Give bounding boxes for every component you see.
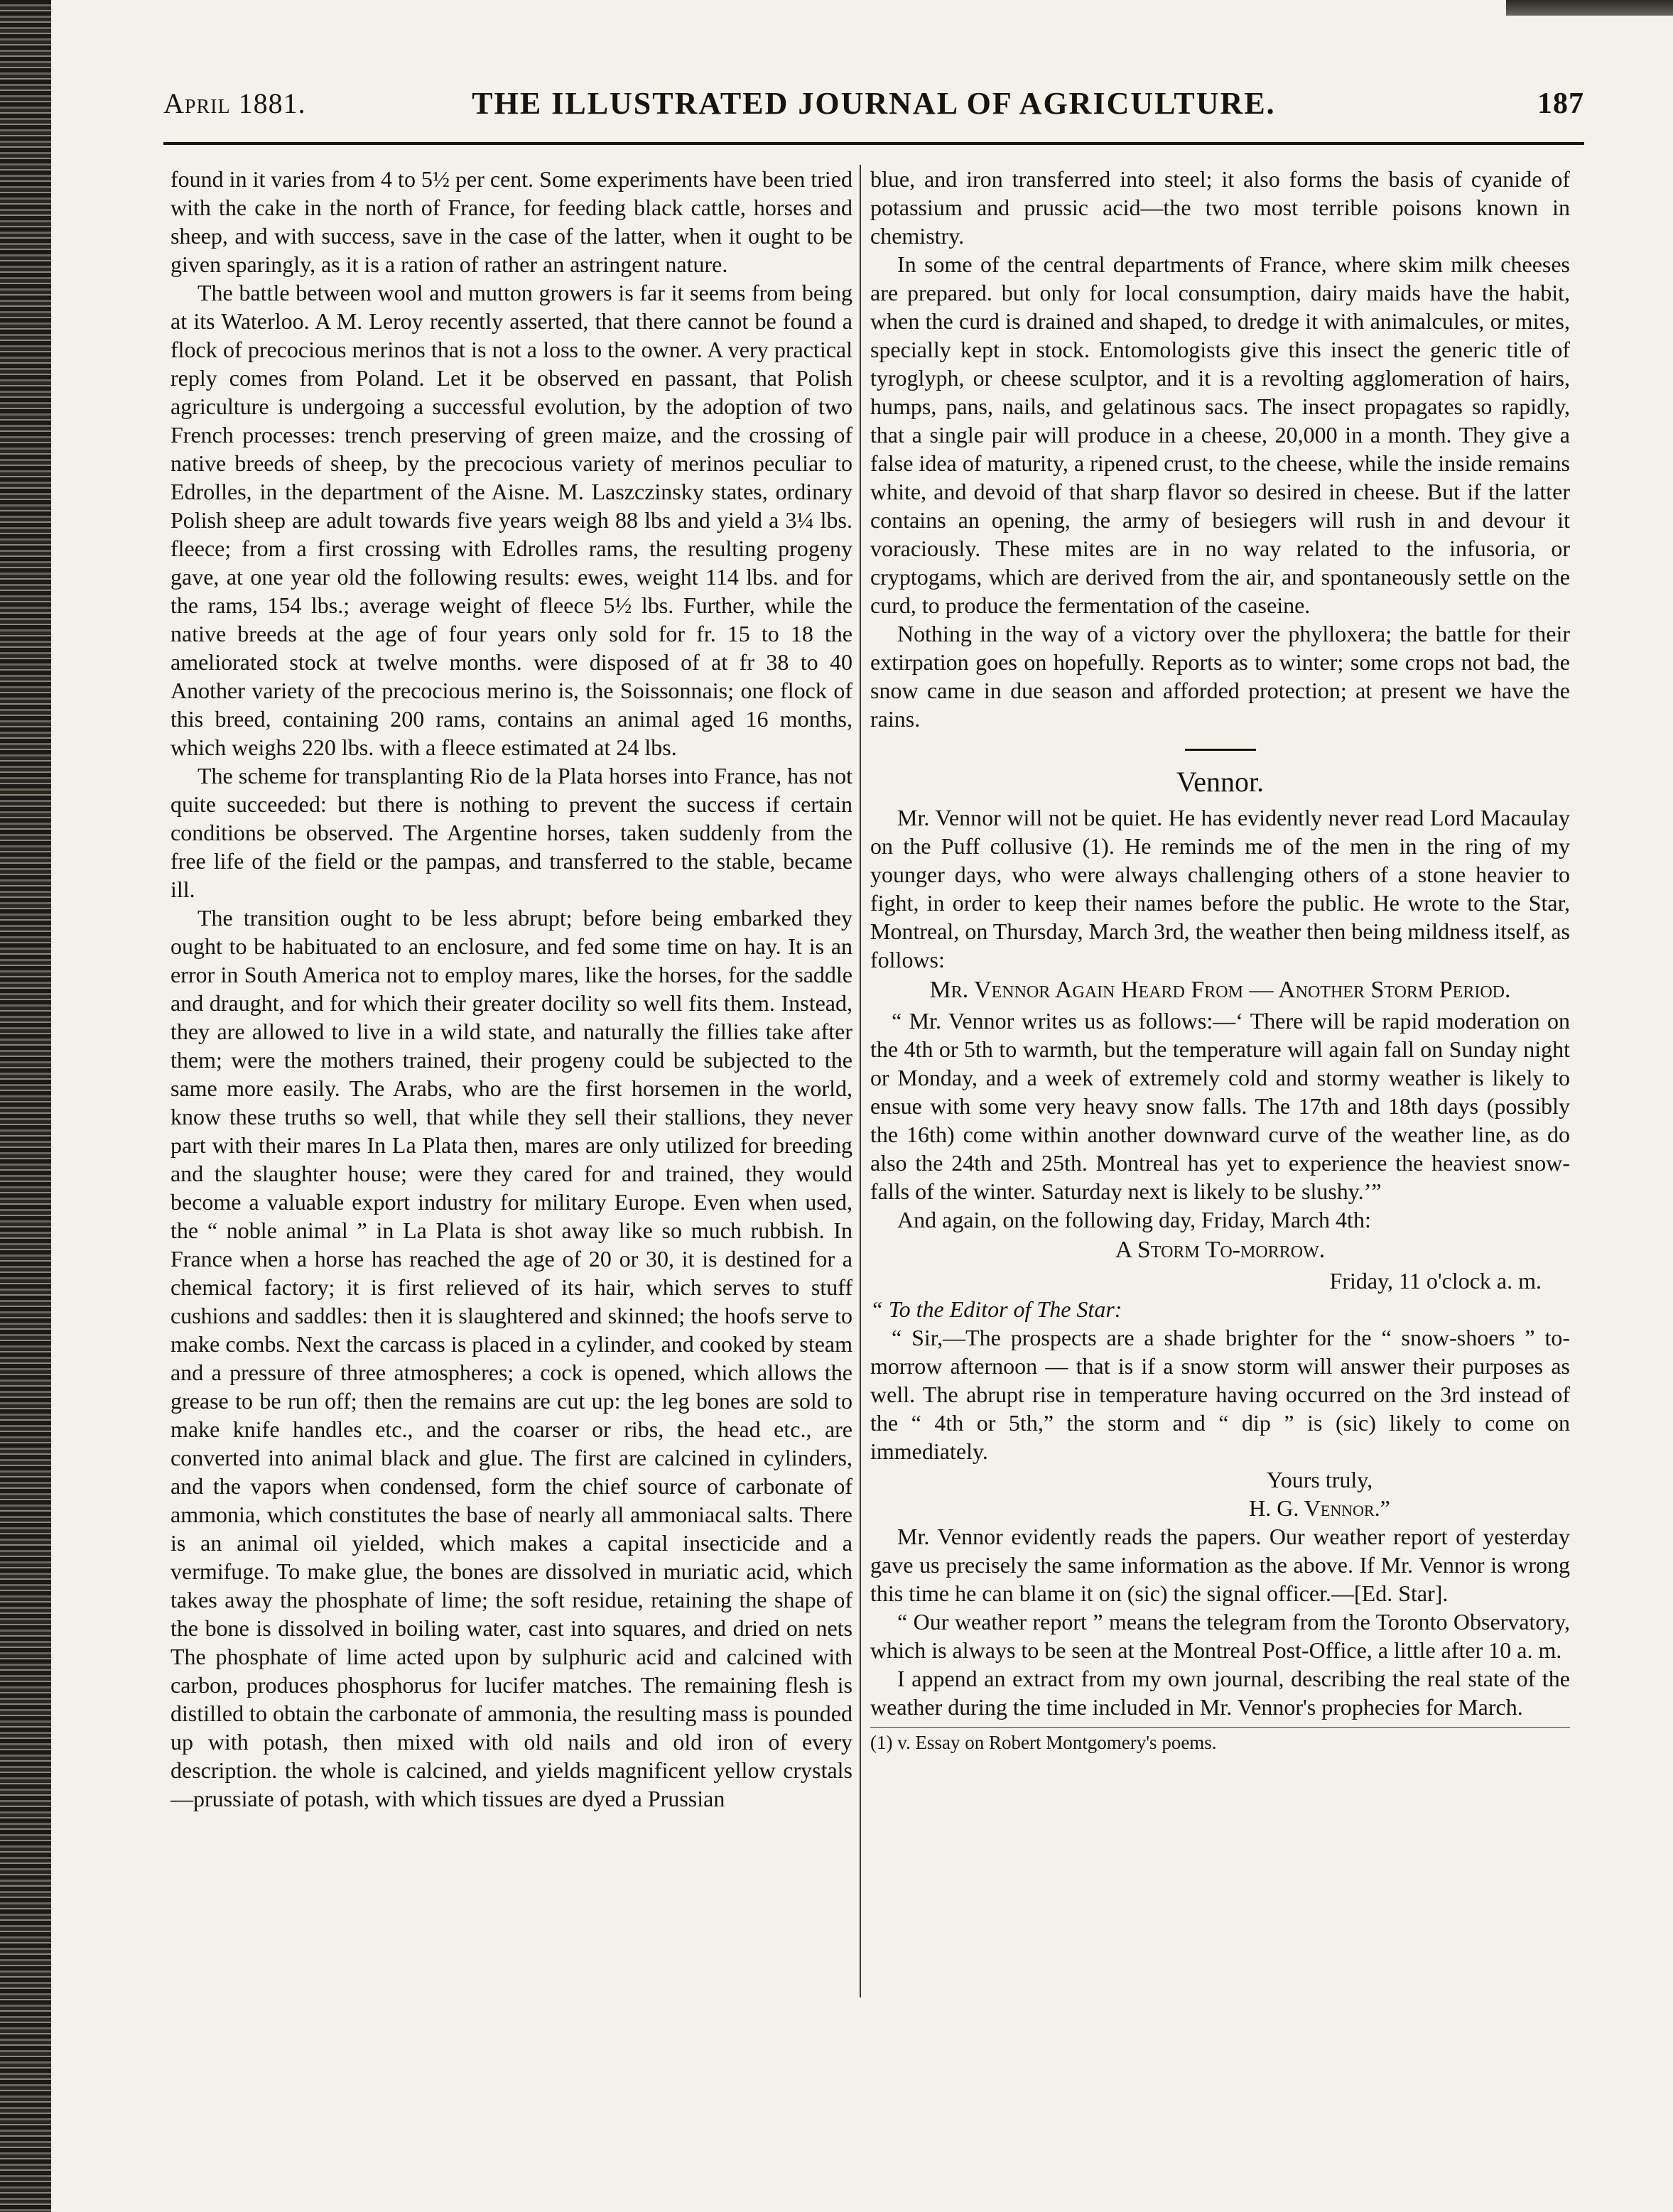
salutation: “ To the Editor of The Star: <box>870 1296 1122 1322</box>
paragraph: Nothing in the way of a victory over the phylloxera; the battle for their extirpation goes on hopefully. Reports as to winter; some crops not bad, the snow came in due season and afforded protection; at present we have the rains. <box>870 621 1570 732</box>
paragraph: “ Our weather report ” means the telegram from the Toronto Observatory, which is always to be seen at the Montreal Post-Office, a little after 10 a. m. <box>870 1609 1570 1663</box>
paragraph: The transition ought to be less abrupt; before being embarked they ought to be habituated to an enclosure, and fed some time on hay. It is an error in South America not to employ mares, like the horses, for the saddle and draught, and for which their greater docility so well fits them. Instead, they are allowed to live in a wild state, and naturally the fillies take after them; were the mothers trained, their progeny could be subjected to the same more easily. The Arabs, who are the first horsemen in the world, know these truths so well, that while they sell their stallions, they never part with their mares In La Plata then, mares are only utilized for breeding and the slaughter house; were they cared for and trained, they would become a valuable export industry for military Europe. Even when used, the “ noble animal ” in La Plata is shot away like so much rubbish. In France when a horse has reached the age of 20 or 30, it is destined for a chemical factory; it is first relieved of its hair, which serves to stuff cushions and saddles: then it is slaughtered and skinned; the hoofs serve to make combs. Next the carcass is placed in a cylinder, and cooked by steam and a pressure of three atmospheres; a cock is opened, which allows the grease to be run off; then the remains are cut up: the leg bones are sold to make knife handles etc., and the coarser or ribs, the head etc., are converted into animal black and glue. The first are calcined in cylinders, and the vapors when condensed, form the chief source of carbonate of ammonia, which constitutes the base of nearly all ammoniacal salts. There is an animal oil yielded, which makes a capital insecticide and a vermifuge. To make glue, the bones are dissolved in muriatic acid, which takes away the phosphate of lime; the soft residue, retaining the shape of the bone is dissolved in boiling water, cast into squares, and dried on nets The phosphate of lime acted upon by sulphuric acid and calcined with carbon, produces phosphorus for lucifer matches. The remaining flesh is distilled to obtain the carbonate of ammonia, the resulting mass is pounded up with potash, then mixed with old nails and old iron of every description. the whole is calcined, and yields magnificent yellow crystals—prussiate of potash, with which tissues are dyed a Prussian <box>170 905 852 1811</box>
page-number: 187 <box>1537 87 1584 120</box>
dateline: Friday, 11 o'clock a. m. <box>1329 1268 1542 1294</box>
binding-edge <box>0 0 51 2212</box>
paragraph: found in it varies from 4 to 5½ per cent. Some experiments have been tried with the cake in the north of France, for feeding black cattle, horses and sheep, and with success, save in the case of the latter, when it ought to be given sparingly, as it is a ration of rather an astringent nature. <box>170 166 852 277</box>
signoff <box>1069 1465 1570 1522</box>
issue-date: April 1881. <box>163 87 306 119</box>
closing: Yours truly, <box>1266 1467 1373 1492</box>
paragraph: Mr. Vennor evidently reads the papers. Our weather report of yesterday gave us precisely the same information as the above. If Mr. Vennor is wrong this time he can blame it on (sic) the signal officer.—[Ed. Star]. <box>870 1524 1570 1606</box>
header-rule <box>163 142 1584 145</box>
paragraph: The scheme for transplanting Rio de la Plata horses into France, has not quite succeeded: but there is nothing to prevent the success if certain conditions be observed. The Argentine horses, taken suddenly from the free life of the field or the pampas, and transferred to the stable, became ill. <box>170 763 852 902</box>
journal-title: THE ILLUSTRATED JOURNAL OF AGRICULTURE. <box>472 86 1276 121</box>
paragraph: And again, on the following day, Friday, March 4th: <box>897 1207 1371 1232</box>
paragraph: The battle between wool and mutton growers is far it seems from being at its Waterloo. A M. Leroy recently asserted, that there cannot be found a flock of precocious merinos that is not a loss to the owner. A very practical reply comes from Poland. Let it be observed en passant, that Polish agriculture is undergoing a successful evolution, by the adoption of two French processes: trench preserving of green maize, and the crossing of native breeds of sheep, by the precocious variety of merinos peculiar to Edrolles, in the department of the Aisne. M. Laszczinsky states, ordinary Polish sheep are adult towards five years weigh 88 lbs and yield a 3¼ lbs. fleece; from a first crossing with Edrolles rams, the resulting progeny gave, at one year old the following results: ewes, weight 114 lbs. and for the rams, 154 lbs.; average weight of fleece 5½ lbs. Further, while the native breeds at the age of four years only sold for fr. 15 to 18 the ameliorated stock at twelve months. were disposed of at fr 38 to 40 Another variety of the precocious merino is, the Soissonnais; one flock of this breed, containing 200 rams, contains an animal aged 16 months, which weighs 220 lbs. with a fleece estimated at 24 lbs. <box>170 280 852 760</box>
quote-text: “ Mr. Vennor writes us as follows:—‘ There will be rapid moderation on the 4th or 5th to warmth, but the temperature will again fall on Sunday night or Monday, and a week of extremely cold and stormy weather is likely to ensue with some very heavy snow falls. The 17th and 18th days (possibly the 16th) come within another downward curve of the weather line, as do also the 24th and 25th. Montreal has yet to experience the heaviest snow-falls of the winter. Saturday next is likely to be slushy.’” <box>870 1008 1570 1204</box>
subheading-again-heard: Mr. Vennor Again Heard From — Another Storm Period. <box>929 977 1511 1003</box>
paragraph: Mr. Vennor will not be quiet. He has evidently never read Lord Macaulay on the Puff collusive (1). He reminds me of the men in the ring of my younger days, who were always challenging others of a stone heavier to fight, in order to keep their names before the public. He wrote to the Star, Montreal, on Thursday, March 3rd, the weather then being mildness itself, as follows: <box>870 805 1570 972</box>
paragraph: I append an extract from my own journal, describing the real state of the weather during the time included in Mr. Vennor's prophecies for March. <box>870 1666 1570 1720</box>
page-header <box>163 80 1584 129</box>
paragraph: blue, and iron transferred into steel; it also forms the basis of cyanide of potassium and prussic acid—the two most terrible poisons known in chemistry. <box>870 166 1570 249</box>
section-rule <box>1185 749 1256 751</box>
right-column <box>870 165 1570 2005</box>
quotation <box>870 1323 1570 1465</box>
left-column <box>170 165 852 2005</box>
paragraph: In some of the central departments of France, where skim milk cheeses are prepared. but only for local consumption, dairy maids have the habit, when the curd is drained and shaped, to dredge it with animalcules, or mites, specially kept in stock. Entomologists give this insect the generic title of tyroglyph, or cheese sculptor, and it is a revolting agglomeration of hairs, humps, pans, nails, and gelatinous sacs. The insect propagates so rapidly, that a single pair will produce in a cheese, 20,000 in a month. They give a false idea of maturity, a ripened crust, to the cheese, while the inside remains white, and devoid of that sharp flavor so desired in cheese. But if the latter contains an opening, the army of besiegers will rush in and devour it voraciously. These mites are in no way related to the infusoria, or cryptogams, which are derived from the air, and spontaneously settle on the curd, to produce the fermentation of the caseine. <box>870 251 1570 618</box>
subheading-storm: A Storm To-morrow. <box>1115 1237 1326 1263</box>
quotation <box>870 1007 1570 1205</box>
scan-edge <box>1506 0 1673 16</box>
section-title-vennor: Vennor. <box>1176 766 1265 798</box>
column-divider <box>860 165 861 1997</box>
footnote: (1) v. Essay on Robert Montgomery's poems. <box>870 1727 1570 1755</box>
signature: H. G. Vennor.” <box>1249 1495 1390 1521</box>
quote-text: “ Sir,—The prospects are a shade brighter for the “ snow-shoers ” to-morrow afternoon — that is if a snow storm will answer their purposes as well. The abrupt rise in temperature having occurred on the 3rd instead of the “ 4th or 5th,” the storm and “ dip ” is (sic) likely to come on immediately. <box>870 1325 1570 1464</box>
